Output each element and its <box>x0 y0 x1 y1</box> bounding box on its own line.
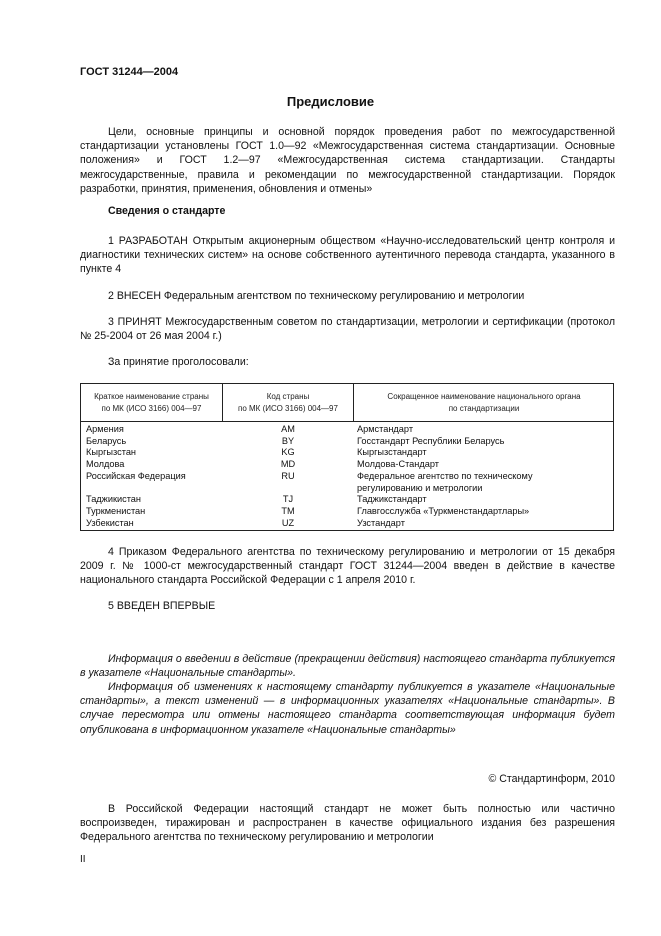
table-cell: Госстандарт Республики Беларусь <box>357 435 505 446</box>
table-cell: AM <box>281 424 295 434</box>
table-cell: Кыргызстан <box>86 447 137 458</box>
page-title: Предисловие <box>286 94 375 109</box>
table-cell: Главгосслужба «Туркменстандартлары» <box>357 505 530 516</box>
copyright: © Стандартинформ, 2010 <box>488 773 615 785</box>
table-cell: RU <box>281 470 295 481</box>
intro-paragraph: Цели, основные принципы и основной порядок проведения работ по межгосударственной стандартизации установлены ГОСТ 1.0—92 «Межгосударственная система стандартизации. Основные положения» и ГОСТ 1.2—97 «Межгосударственная система стандартизации. Стандарты межгосударственные, правила и рекомендации по межгосударственной стандартизации. Порядок разработки, принятия, применения, обновления и отмены» <box>80 126 615 195</box>
voting-table <box>80 383 614 531</box>
table-cell: Кыргызстандарт <box>357 447 427 458</box>
col-country-header: Краткое наименование страны по МК (ИСО 3166) 004—97 <box>94 392 209 413</box>
page-number: II <box>80 854 86 865</box>
about-heading: Сведения о стандарте <box>108 205 226 217</box>
item-4: 4 Приказом Федерального агентства по техническому регулированию и метрологии от 15 декабря 2009 г. № 1000-ст межгосударственный стандарт ГОСТ 31244—2004 введен в действие в качестве национального стандарта Российской Федерации с 1 апреля 2010 г. <box>80 546 615 587</box>
table-cell: Беларусь <box>86 435 127 446</box>
document-header: ГОСТ 31244—2004 <box>80 66 179 78</box>
body-column <box>357 424 612 529</box>
table-cell: Федеральное агентство по техническому <box>357 470 533 481</box>
table-cell: Молдова-Стандарт <box>357 459 439 470</box>
table-cell: MD <box>280 459 296 470</box>
table-cell: Армения <box>86 424 124 434</box>
item-1: 1 РАЗРАБОТАН Открытым акционерным обществом «Научно-исследовательский центр контроля и диагностики технических систем» на основе собственного аутентичного перевода стандарта, указанного в пункте 4 <box>80 235 615 276</box>
table-cell: TJ <box>282 494 294 505</box>
col-body-header: Сокращенное наименование национального органа по стандартизации <box>387 392 581 413</box>
code-column <box>223 424 353 529</box>
table-cell: Узстандарт <box>357 517 405 528</box>
item-5: 5 ВВЕДЕН ВПЕРВЫЕ <box>108 600 216 612</box>
table-cell: Узбекистан <box>86 517 134 528</box>
table-cell: Молдова <box>86 459 125 470</box>
country-column <box>86 424 221 529</box>
table-cell: Туркменистан <box>86 505 146 516</box>
table-cell: Армстандарт <box>357 424 414 434</box>
table-cell: Таджикстандарт <box>357 494 427 505</box>
col-code-header: Код страны по МК (ИСО 3166) 004—97 <box>238 392 338 413</box>
table-cell: KG <box>281 447 295 458</box>
table-cell: BY <box>281 435 295 446</box>
table-cell: Таджикистан <box>86 494 141 505</box>
table-cell: Российская Федерация <box>86 470 186 481</box>
info-intro: Информация о введении в действие (прекращении действия) настоящего стандарта публикуется в указателе «Национальные стандарты». <box>80 653 615 680</box>
table-cell: TM <box>281 505 295 516</box>
table-cell: UZ <box>281 517 295 528</box>
voted-label: За принятие проголосовали: <box>108 356 249 368</box>
item-2: 2 ВНЕСЕН Федеральным агентством по техническому регулированию и метрологии <box>108 290 525 302</box>
table-cell: регулированию и метрологии <box>357 482 483 493</box>
info-changes: Информация об изменениях к настоящему стандарту публикуется в указателе «Национальные стандарты», а текст изменений — в информационных указателях «Национальные стандарты». В случае пересмотра или отмены настоящего стандарта соответствующая информация будет опубликована в информационном указателе «Национальные стандарты» <box>80 681 615 736</box>
item-3: 3 ПРИНЯТ Межгосударственным советом по стандартизации, метрологии и сертификации (протокол № 25-2004 от 26 мая 2004 г.) <box>80 316 615 343</box>
reproduction-notice: В Российской Федерации настоящий стандарт не может быть полностью или частично воспроизведен, тиражирован и распространен в качестве официального издания без разрешения Федерального агентства по техническому регулированию и метрологии <box>80 803 615 844</box>
